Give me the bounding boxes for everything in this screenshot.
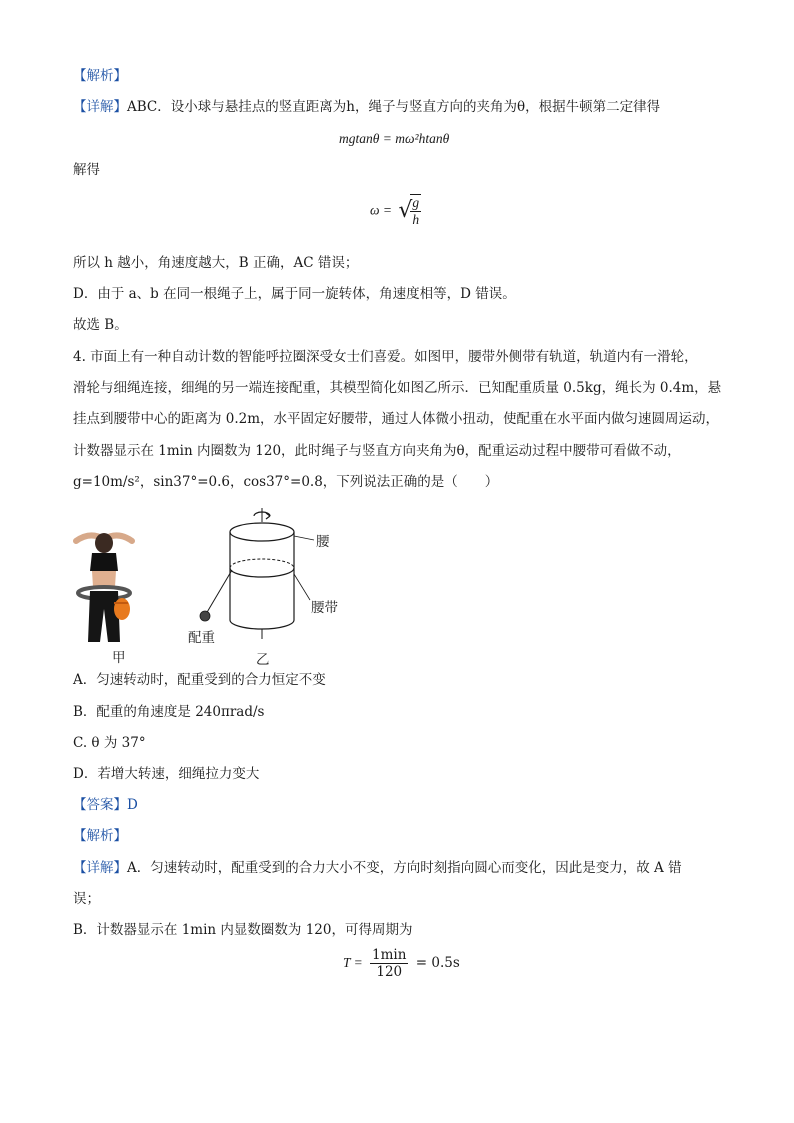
option-a: A．匀速转动时，配重受到的合力恒定不变: [73, 672, 326, 688]
detail-paragraph-1: [73, 97, 660, 117]
period-fraction: [370, 947, 408, 980]
analysis-header: 【解析】: [73, 68, 127, 84]
option-d: D．若增大转速，细绳拉力变大: [73, 766, 260, 782]
choose-statement: 故选 B。: [73, 317, 128, 333]
question-4-line-2: 滑轮与细绳连接，细绳的另一端连接配重，其模型简化如图乙所示．已知配重质量 0.5kg，绳长为 0.4m，悬: [73, 380, 722, 396]
label-yi: 乙: [256, 652, 270, 668]
solve-label: 解得: [73, 162, 100, 178]
detail-text-2: A．匀速转动时，配重受到的合力大小不变，方向时刻指向圆心而变化，因此是变力，故 A 错: [127, 860, 682, 876]
omega-fraction: [410, 194, 421, 228]
detail-tag-2: 【详解】: [73, 860, 127, 876]
conclusion-1: 所以 h 越小，角速度越大，B 正确，AC 错误；: [73, 255, 359, 271]
analysis-header-2: 【解析】: [73, 828, 127, 844]
omega-denominator: h: [412, 212, 420, 227]
label-jia: 甲: [112, 650, 126, 666]
option-c: C. θ 为 37°: [73, 735, 146, 751]
weight-ball-icon: [200, 611, 210, 621]
detail-paragraph-3: B．计数器显示在 1min 内显数圈数为 120，可得周期为: [73, 922, 413, 938]
question-4-line-5: g=10m/s²，sin37°=0.6，cos37°=0.8，下列说法正确的是（ ）: [73, 474, 499, 490]
period-denominator: 120: [376, 964, 403, 980]
detail-paragraph-2: [73, 858, 682, 878]
detail-tag: 【详解】: [73, 99, 127, 115]
label-waist: 腰: [316, 534, 330, 550]
sqrt-symbol: √: [398, 198, 413, 223]
period-lhs: T =: [343, 955, 363, 970]
conclusion-2: D．由于 a、b 在同一根绳子上，属于同一旋转体，角速度相等，D 错误。: [73, 286, 516, 302]
question-4-line-4: 计数器显示在 1min 内圈数为 120，此时绳子与竖直方向夹角为θ，配重运动过程中腰带可看做不动，: [73, 443, 681, 459]
detail-paragraph-2-continued: 误；: [73, 891, 100, 907]
omega-lhs: ω =: [370, 202, 393, 218]
omega-numerator: g: [412, 195, 420, 210]
label-weight: 配重: [188, 630, 215, 646]
equation-period: [343, 947, 460, 980]
figure-jia-photo: [70, 527, 140, 642]
detail-text: ABC．设小球与悬挂点的竖直距离为h，绳子与竖直方向的夹角为θ，根据牛顿第二定律得: [127, 99, 661, 115]
period-numerator: 1min: [372, 947, 407, 963]
label-belt: 腰带: [311, 600, 338, 616]
equation-omega: [370, 194, 424, 228]
equation-force: mgtanθ = mω²htanθ: [339, 131, 450, 146]
answer-line: 【答案】D: [73, 797, 138, 813]
question-4-line-3: 挂点到腰带中心的距离为 0.2m，水平固定好腰带，通过人体微小扭动，使配重在水平面内做匀速圆周运动，: [73, 411, 720, 427]
option-b: B．配重的角速度是 240πrad/s: [73, 704, 265, 720]
period-rhs: = 0.5s: [415, 955, 460, 971]
question-4-line-1: 4. 市面上有一种自动计数的智能呼拉圈深受女士们喜爱。如图甲，腰带外侧带有轨道，轨道内有一滑轮，: [73, 349, 698, 365]
